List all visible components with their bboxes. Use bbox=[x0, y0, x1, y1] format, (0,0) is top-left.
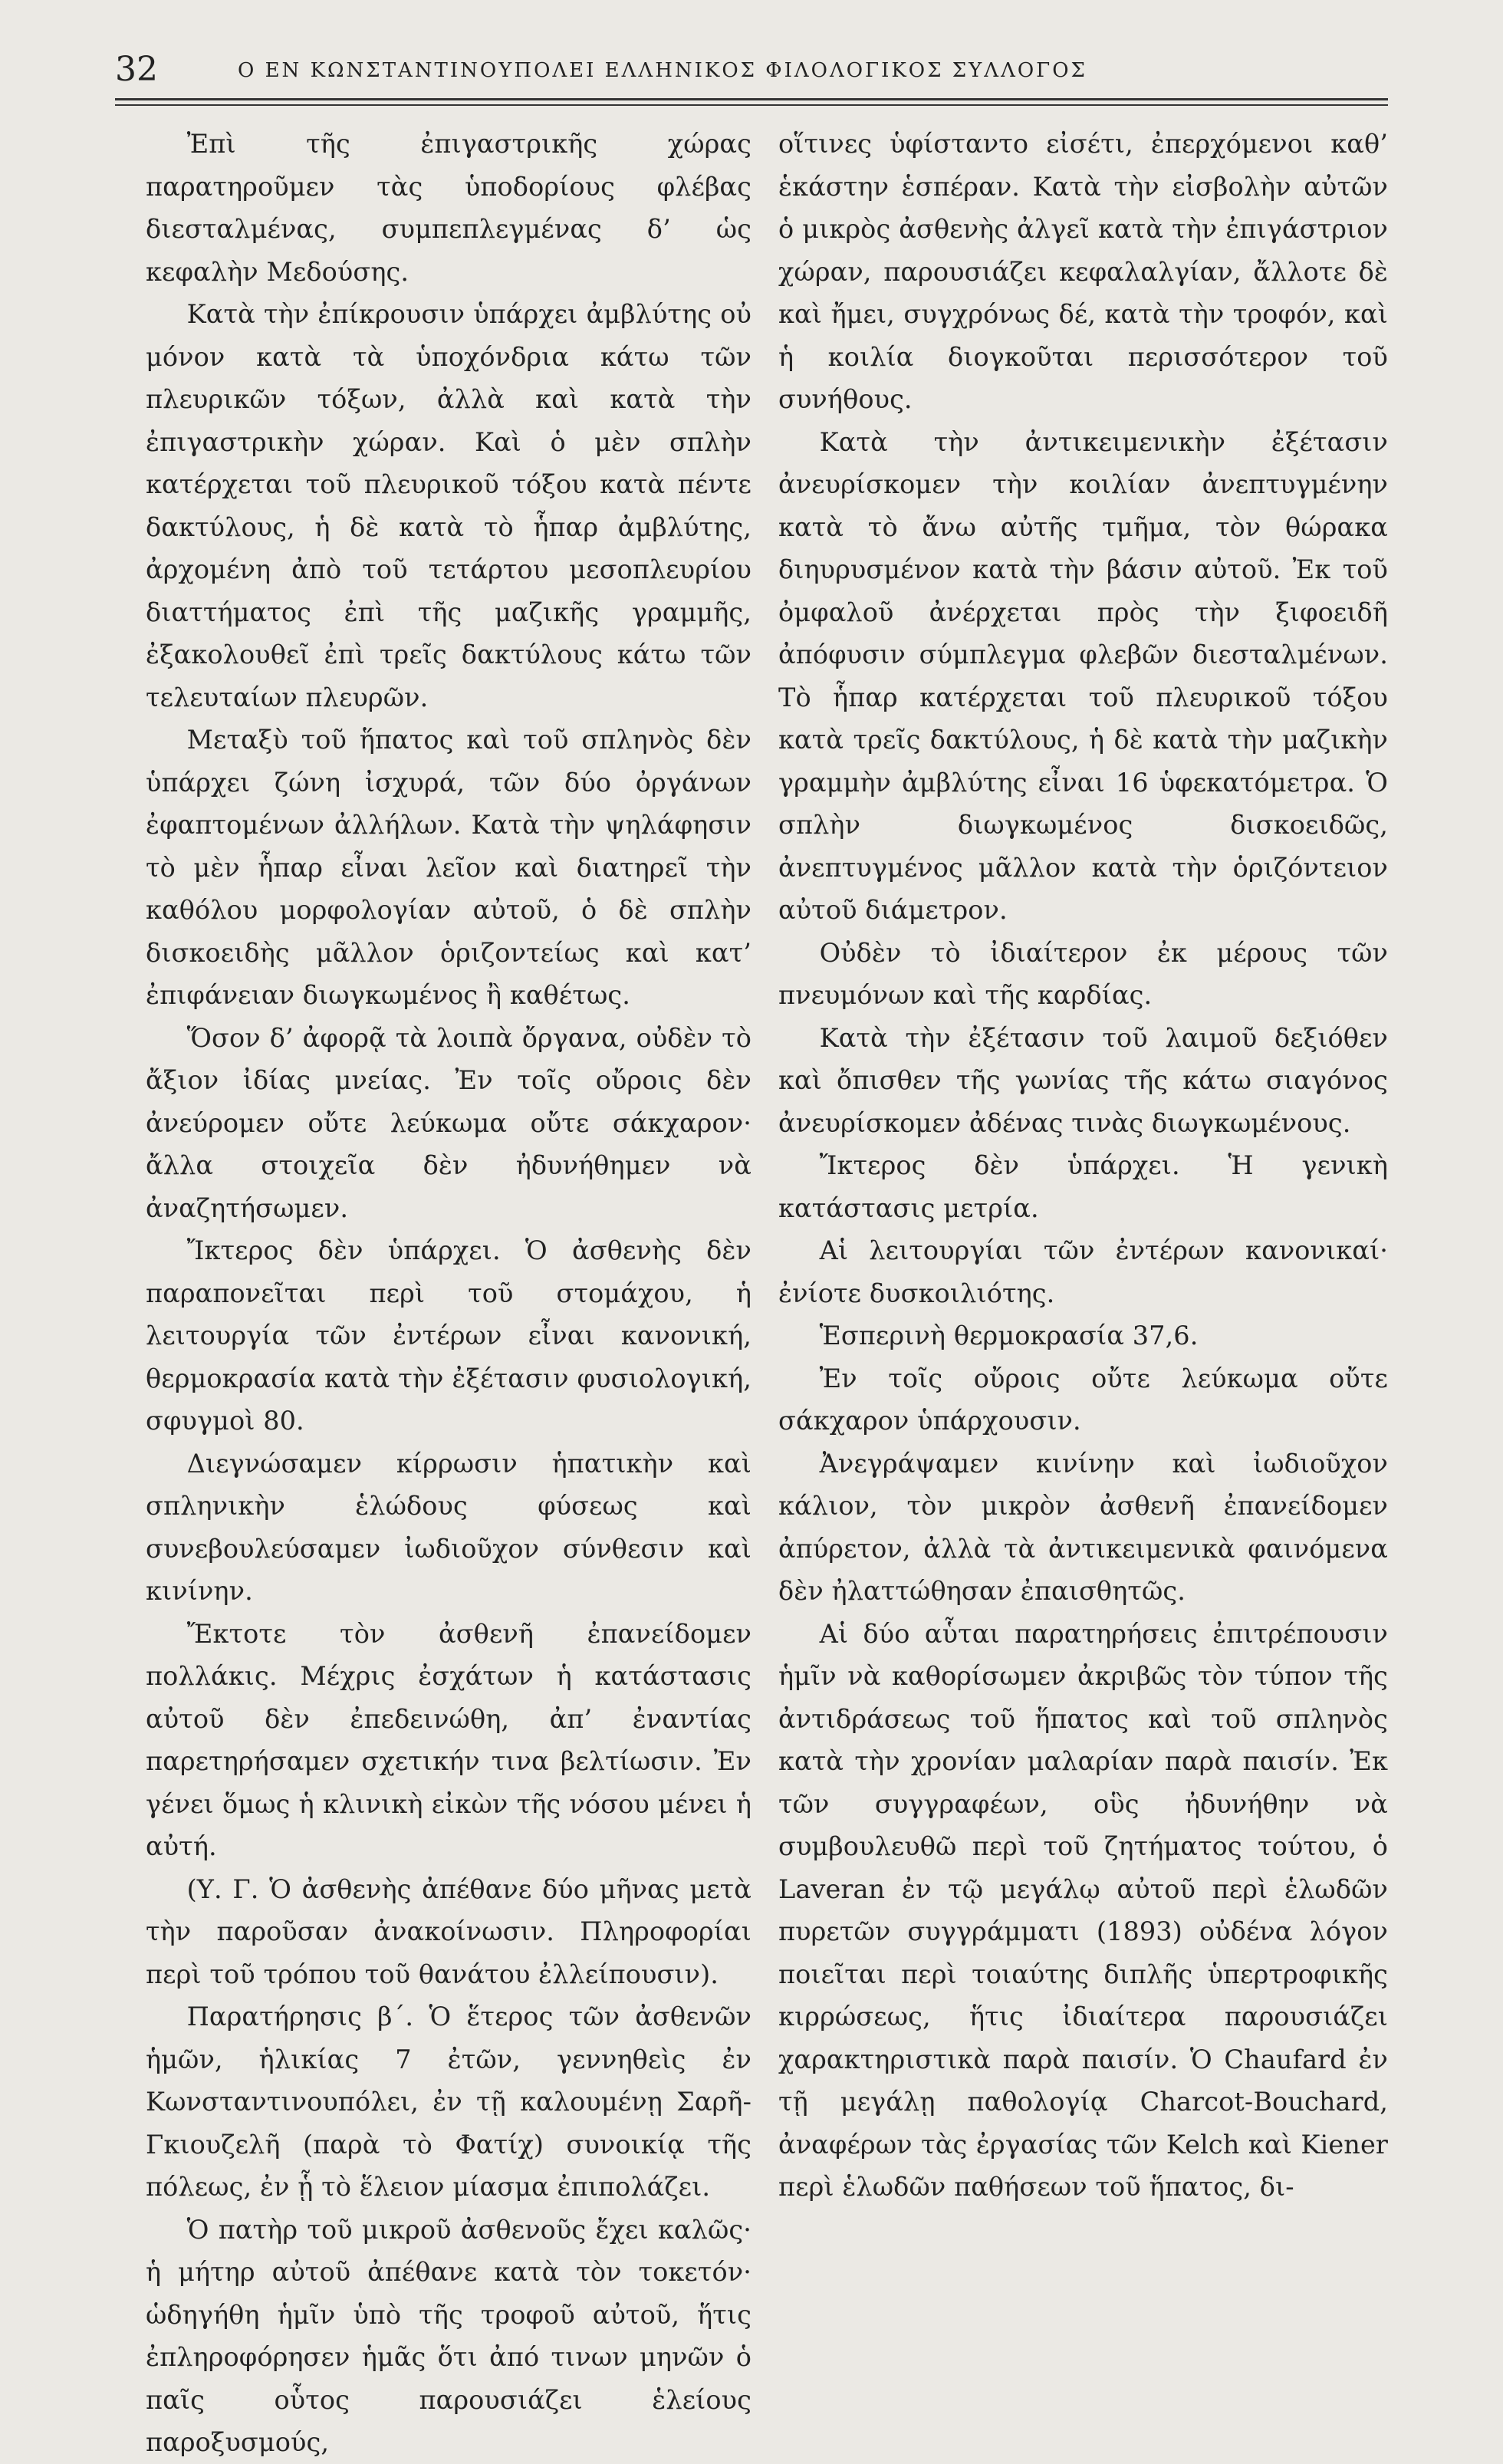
paragraph: Ὅσον δ’ ἀφορᾷ τὰ λοιπὰ ὄργανα, οὐδὲν τὸ ἄξιον ἰδίας μνείας. Ἐν τοῖς οὔροις δὲν ἀνεύρομεν οὔτε λεύκωμα οὔτε σάκχαρον· ἄλλα στοιχεῖα δὲν ἠδυνήθημεν νὰ ἀναζητήσωμεν. bbox=[146, 1022, 752, 1223]
paragraph: Κατὰ τὴν ἐξέτασιν τοῦ λαιμοῦ δεξιόθεν καὶ ὄπισθεν τῆς γωνίας τῆς κάτω σιαγόνος ἀνευρίσκομεν ἀδένας τινὰς διωγκωμένους. bbox=[778, 1022, 1388, 1138]
left-column bbox=[146, 123, 752, 2457]
paragraph: Κατὰ τὴν ἐπίκρουσιν ὑπάρχει ἀμβλύτης οὐ μόνον κατὰ τὰ ὑποχόνδρια κάτω τῶν πλευρικῶν τόξων, ἀλλὰ καὶ κατὰ τὴν ἐπιγαστρικὴν χώραν. Καὶ ὁ μὲν σπλὴν κατέρχεται τοῦ πλευρικοῦ τόξου κατὰ πέντε δακτύλους, ἡ δὲ κατὰ τὸ ἧπαρ ἀμβλύτης, ἀρχομένη ἀπὸ τοῦ τετάρτου μεσοπλευρίου διαττήματος ἐπὶ τῆς μαζικῆς γραμμῆς, ἐξακολουθεῖ ἐπὶ τρεῖς δακτύλους κάτω τῶν τελευταίων πλευρῶν. bbox=[146, 299, 752, 712]
paragraph: Παρατήρησις β΄. Ὁ ἕτερος τῶν ἀσθενῶν ἡμῶν, ἡλικίας 7 ἐτῶν, γεννηθεὶς ἐν Κωνσταντινουπόλει, ἐν τῇ καλουμένῃ Σαρῆ-Γκιουζελῆ (παρὰ τὸ Φατίχ) συνοικίᾳ τῆς πόλεως, ἐν ᾗ τὸ ἕλειον μίασμα ἐπιπολάζει. bbox=[146, 2002, 752, 2202]
paragraph: οἵτινες ὑφίσταντο εἰσέτι, ἐπερχόμενοι καθ’ ἑκάστην ἑσπέραν. Κατὰ τὴν εἰσβολὴν αὐτῶν ὁ μικρὸς ἀσθενὴς ἀλγεῖ κατὰ τὴν ἐπιγάστριον χώραν, παρουσιάζει κεφαλαλγίαν, ἄλλοτε δὲ καὶ ἤμει, συγχρόνως δέ, κατὰ τὴν τροφόν, καὶ ἡ κοιλία διογκοῦται περισσότερον τοῦ συνήθους. bbox=[778, 129, 1388, 414]
running-head: Ο ΕΝ ΚΩΝΣΤΑΝΤΙΝΟΥΠΟΛΕΙ ΕΛΛΗΝΙΚΟΣ ΦΙΛΟΛΟΓΙΚΟΣ ΣΥΛΛΟΓΟΣ bbox=[238, 59, 1087, 82]
paragraph: Οὐδὲν τὸ ἰδιαίτερον ἐκ μέρους τῶν πνευμόνων καὶ τῆς καρδίας. bbox=[778, 937, 1388, 1010]
paragraph: Ἐν τοῖς οὔροις οὔτε λεύκωμα οὔτε σάκχαρον ὑπάρχουσιν. bbox=[778, 1363, 1388, 1436]
paragraph: Μεταξὺ τοῦ ἥπατος καὶ τοῦ σπληνὸς δὲν ὑπάρχει ζώνη ἰσχυρά, τῶν δύο ὀργάνων ἐφαπτομένων ἀλλήλων. Κατὰ τὴν ψηλάφησιν τὸ μὲν ἧπαρ εἶναι λεῖον καὶ διατηρεῖ τὴν καθόλου μορφολογίαν αὐτοῦ, ὁ δὲ σπλὴν δισκοειδὴς μᾶλλον ὁριζοντείως καὶ κατ’ ἐπιφάνειαν διωγκωμένος ἢ καθέτως. bbox=[146, 725, 752, 1010]
right-column bbox=[778, 123, 1388, 2202]
paragraph: Ἀνεγράψαμεν κινίνην καὶ ἰωδιοῦχον κάλιον, τὸν μικρὸν ἀσθενῆ ἐπανείδομεν ἀπύρετον, ἀλλὰ τὰ ἀντικειμενικὰ φαινόμενα δὲν ἠλαττώθησαν ἐπαισθητῶς. bbox=[778, 1448, 1388, 1606]
paragraph: Ἴκτερος δὲν ὑπάρχει. Ὁ ἀσθενὴς δὲν παραπονεῖται περὶ τοῦ στομάχου, ἡ λειτουργία τῶν ἐντέρων εἶναι κανονική, θερμοκρασία κατὰ τὴν ἐξέτασιν φυσιολογική, σφυγμοὶ 80. bbox=[146, 1235, 752, 1436]
header-rule-thin bbox=[115, 104, 1388, 106]
paragraph: Ἐπὶ τῆς ἐπιγαστρικῆς χώρας παρατηροῦμεν τὰς ὑποδορίους φλέβας διεσταλμένας, συμπεπλεγμένας δ’ ὡς κεφαλὴν Μεδούσης. bbox=[146, 129, 752, 287]
paragraph: Διεγνώσαμεν κίρρωσιν ἡπατικὴν καὶ σπληνικὴν ἑλώδους φύσεως καὶ συνεβουλεύσαμεν ἰωδιοῦχον σύνθεσιν καὶ κινίνην. bbox=[146, 1448, 752, 1606]
paragraph: Ὁ πατὴρ τοῦ μικροῦ ἀσθενοῦς ἔχει καλῶς· ἡ μήτηρ αὐτοῦ ἀπέθανε κατὰ τὸν τοκετόν· ὡδηγήθη ἡμῖν ὑπὸ τῆς τροφοῦ αὐτοῦ, ἥτις ἐπληροφόρησεν ἡμᾶς ὅτι ἀπό τινων μηνῶν ὁ παῖς οὗτος παρουσιάζει ἑλείους παροξυσμούς, bbox=[146, 2214, 752, 2457]
paragraph: Αἱ λειτουργίαι τῶν ἐντέρων κανονικαί· ἐνίοτε δυσκοιλιότης. bbox=[778, 1235, 1388, 1308]
page-number: 32 bbox=[115, 50, 158, 89]
header-rule bbox=[115, 98, 1388, 100]
paragraph: Αἱ δύο αὗται παρατηρήσεις ἐπιτρέπουσιν ἡμῖν νὰ καθορίσωμεν ἀκριβῶς τὸν τύπον τῆς ἀντιδράσεως τοῦ ἥπατος καὶ τοῦ σπληνὸς κατὰ τὴν χρονίαν μαλαρίαν παρὰ παισίν. Ἐκ τῶν συγγραφέων, οὓς ἠδυνήθην νὰ συμβουλευθῶ περὶ τοῦ ζητήματος τούτου, ὁ Laveran ἐν τῷ μεγάλῳ αὐτοῦ περὶ ἑλωδῶν πυρετῶν συγγράμματι (1893) οὐδένα λόγον ποιεῖται περὶ τοιαύτης διπλῆς ὑπερτροφικῆς κιρρώσεως, ἥτις ἰδιαίτερα παρουσιάζει χαρακτηριστικὰ παρὰ παισίν. Ὁ Chaufard ἐν τῇ μεγάλῃ παθολογίᾳ Charcot-Bouchard, ἀναφέρων τὰς ἐργασίας τῶν Kelch καὶ Kiener περὶ ἑλωδῶν παθήσεων τοῦ ἥπατος, δι- bbox=[778, 1618, 1388, 2202]
paragraph: Ἴκτερος δὲν ὑπάρχει. Ἡ γενικὴ κατάστασις μετρία. bbox=[778, 1150, 1388, 1223]
paragraph: Κατὰ τὴν ἀντικειμενικὴν ἐξέτασιν ἀνευρίσκομεν τὴν κοιλίαν ἀνεπτυγμένην κατὰ τὸ ἄνω αὐτῆς τμῆμα, τὸν θώρακα διηυρυσμένον κατὰ τὴν βάσιν αὐτοῦ. Ἐκ τοῦ ὀμφαλοῦ ἀνέρχεται πρὸς τὴν ξιφοειδῆ ἀπόφυσιν σύμπλεγμα φλεβῶν διεσταλμένων. Τὸ ἧπαρ κατέρχεται τοῦ πλευρικοῦ τόξου κατὰ τρεῖς δακτύλους, ἡ δὲ κατὰ τὴν μαζικὴν γραμμὴν ἀμβλύτης εἶναι 16 ὑφεκατόμετρα. Ὁ σπλὴν διωγκωμένος δισκοειδῶς, ἀνεπτυγμένος μᾶλλον κατὰ τὴν ὁριζόντειον αὐτοῦ διάμετρον. bbox=[778, 426, 1388, 925]
page-header bbox=[115, 51, 1388, 89]
paragraph: Ἔκτοτε τὸν ἀσθενῆ ἐπανείδομεν πολλάκις. Μέχρις ἐσχάτων ἡ κατάστασις αὐτοῦ δὲν ἐπεδεινώθη, ἀπ’ ἐναντίας παρετηρήσαμεν σχετικήν τινα βελτίωσιν. Ἐν γένει ὅμως ἡ κλινικὴ εἰκὼν τῆς νόσου μένει ἡ αὐτή. bbox=[146, 1618, 752, 1861]
paragraph: (Υ. Γ. Ὁ ἀσθενὴς ἀπέθανε δύο μῆνας μετὰ τὴν παροῦσαν ἀνακοίνωσιν. Πληροφορίαι περὶ τοῦ τρόπου τοῦ θανάτου ἐλλείπουσιν). bbox=[146, 1873, 752, 1989]
paragraph: Ἑσπερινὴ θερμοκρασία 37,6. bbox=[819, 1321, 1199, 1350]
